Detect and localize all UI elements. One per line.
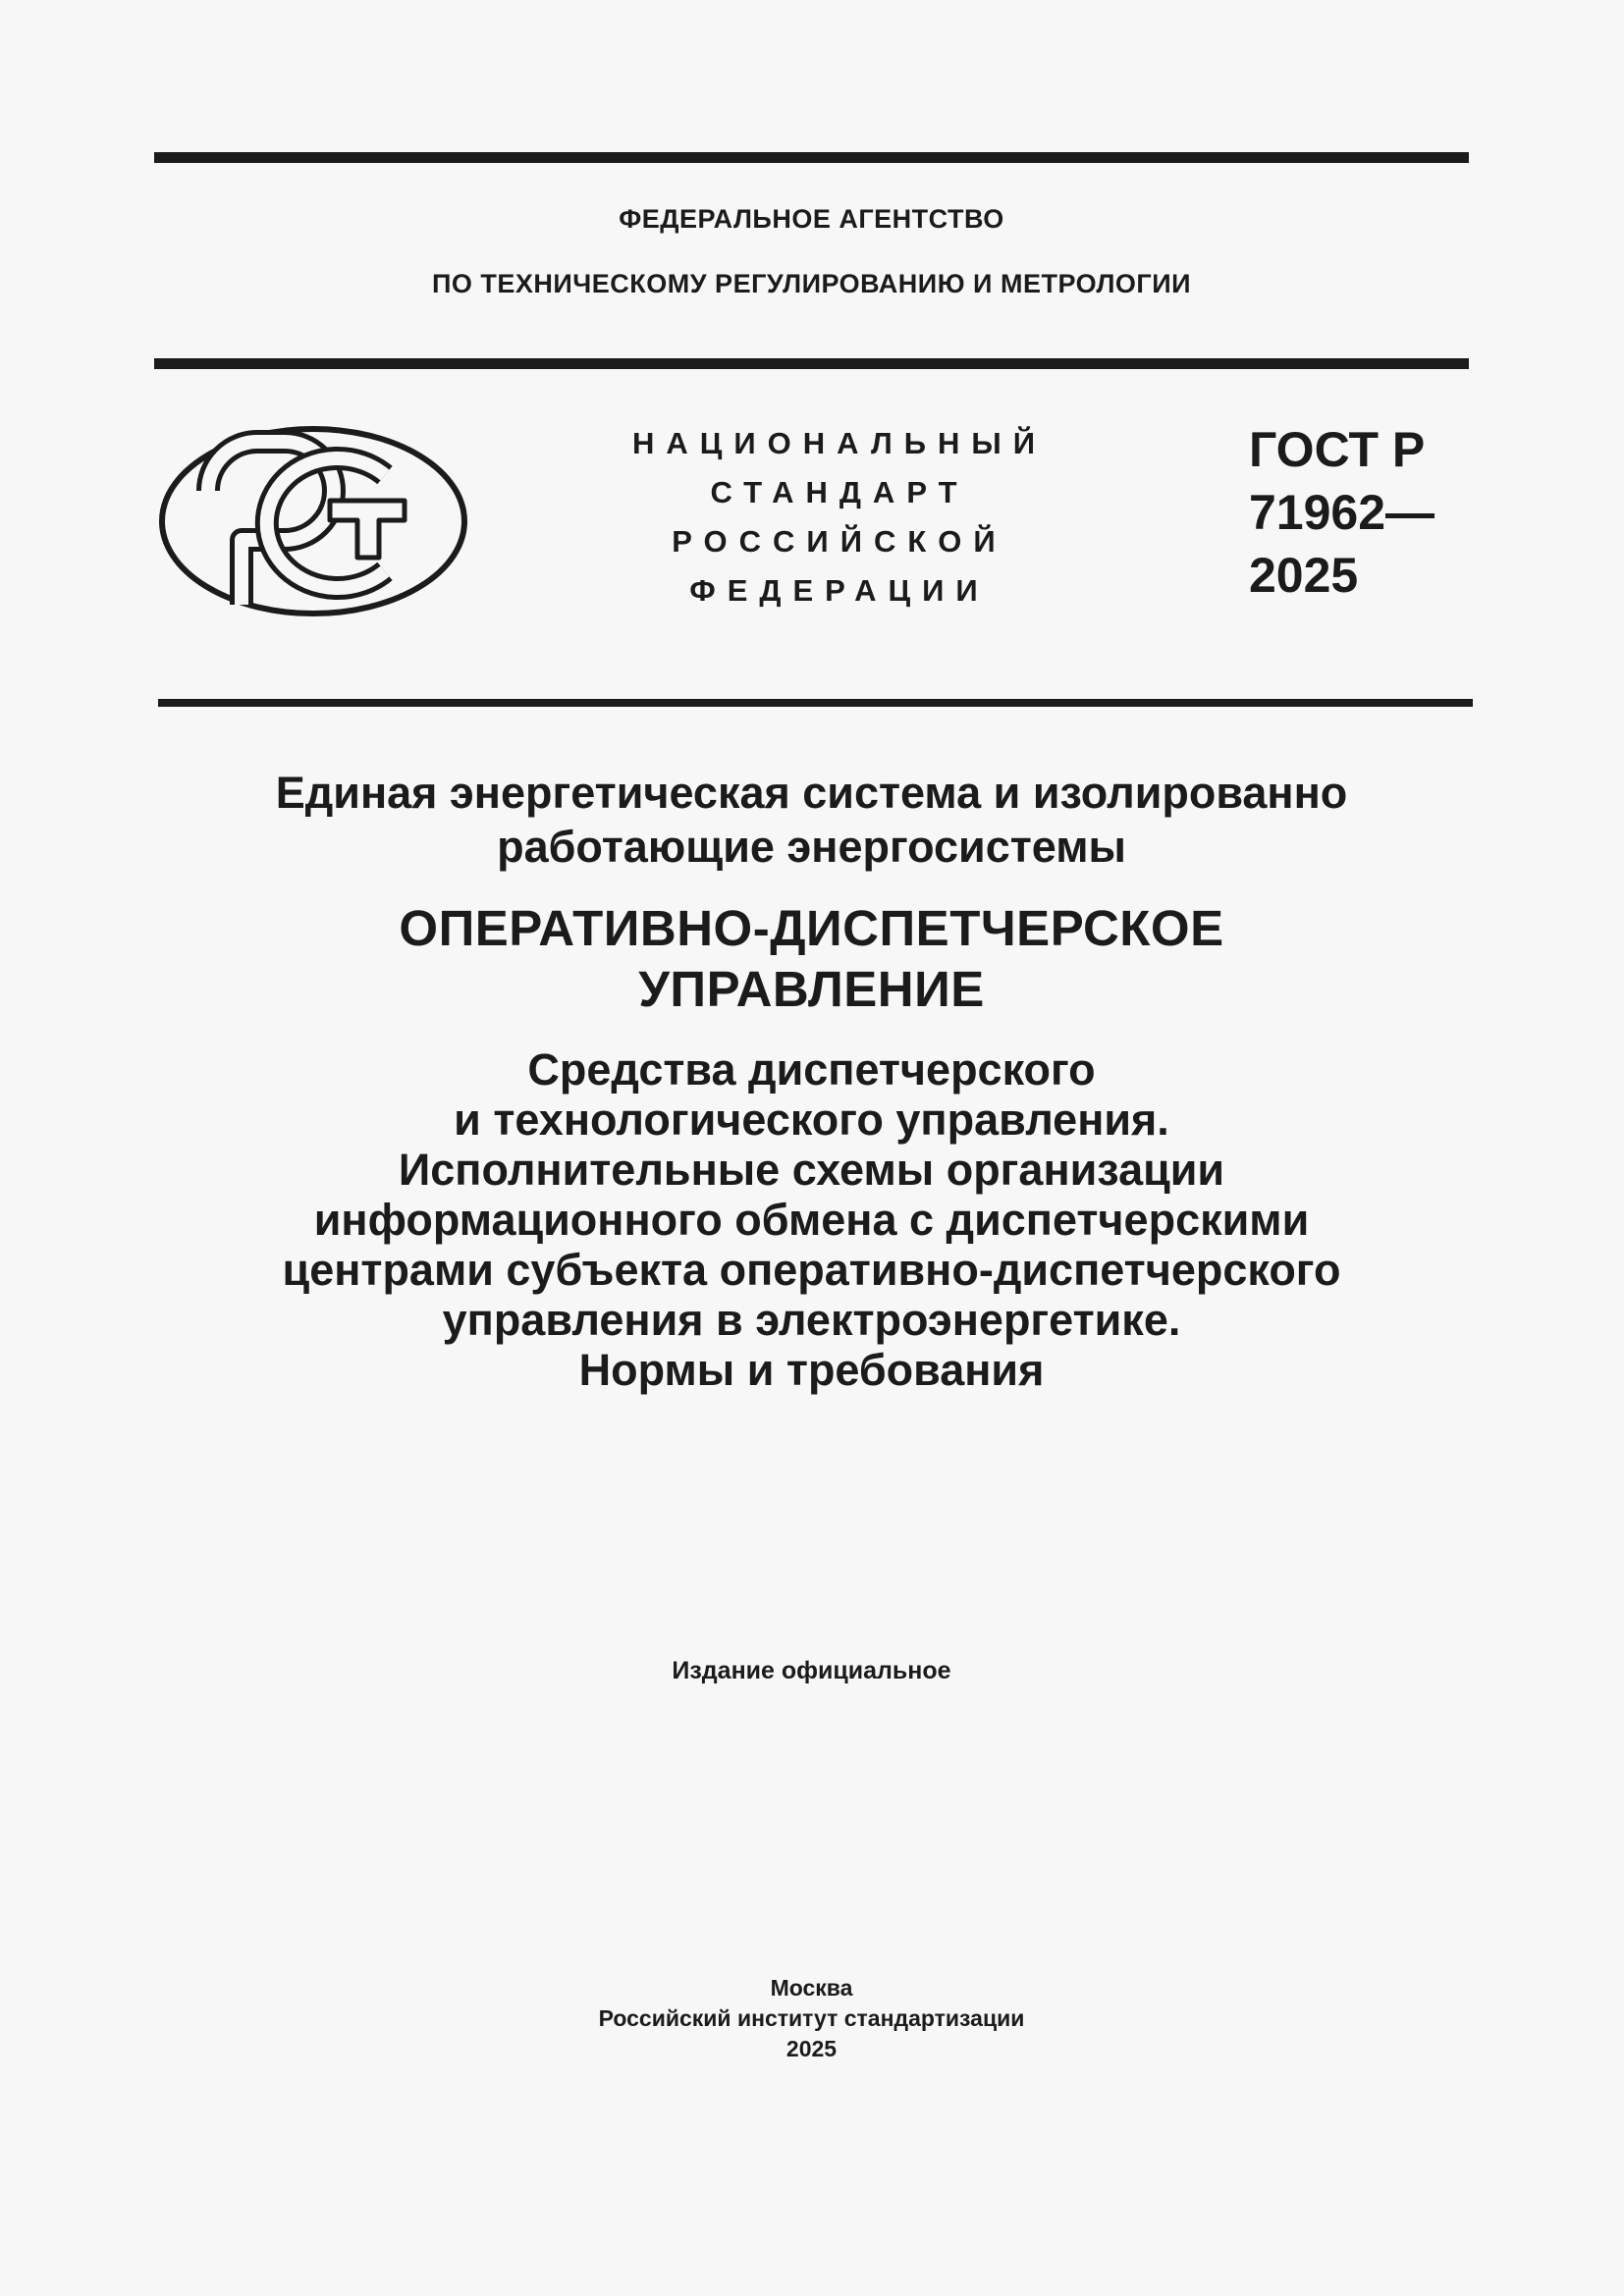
title-section-line: ОПЕРАТИВНО-ДИСПЕТЧЕРСКОЕ [399,900,1224,956]
imprint-city: Москва [770,1975,853,2001]
title-section [154,898,1469,1020]
designation-line: 2025 [1249,548,1359,603]
title-rule [158,699,1473,707]
standard-type-line: ФЕДЕРАЦИИ [689,573,990,608]
edition-label: Издание официальное [672,1657,951,1684]
header-rule [154,358,1469,369]
designation-line: ГОСТ Р [1249,422,1426,477]
subtitle-line: Средства диспетчерского [527,1044,1096,1095]
imprint-year: 2025 [785,2036,838,2061]
standard-type-line: СТАНДАРТ [710,475,969,509]
title-main [154,766,1469,874]
agency-name-line-1: ФЕДЕРАЛЬНОЕ АГЕНТСТВО [619,204,1004,234]
standard-type-line: РОССИЙСКОЙ [672,524,1007,559]
subtitle-line: Исполнительные схемы организации [398,1145,1225,1195]
imprint [154,1973,1469,2064]
subtitle-line: центрами субъекта оперативно-диспетчерского [282,1245,1341,1295]
subtitle-line: информационного обмена с диспетчерскими [313,1195,1310,1245]
subtitle-line: Нормы и требования [578,1345,1045,1395]
document-title [154,766,1469,1395]
rst-logo-icon [157,424,469,618]
top-rule [154,152,1469,163]
subtitle-line: управления в электроэнергетике. [442,1295,1181,1345]
title-main-line: Единая энергетическая система и изолированно [275,768,1348,818]
title-main-line: работающие энергосистемы [497,822,1126,872]
standard-designation [1249,418,1475,607]
title-subtitle [154,1044,1469,1395]
agency-name-line-2: ПО ТЕХНИЧЕСКОМУ РЕГУЛИРОВАНИЮ И МЕТРОЛОГИИ [431,269,1192,298]
designation-line: 71962— [1249,485,1435,540]
standard-type-line: НАЦИОНАЛЬНЫЙ [631,426,1048,460]
imprint-publisher: Российский институт стандартизации [598,2005,1025,2031]
subtitle-line: и технологического управления. [454,1095,1169,1145]
title-section-line: УПРАВЛЕНИЕ [638,961,985,1017]
standard-type [589,419,1090,615]
